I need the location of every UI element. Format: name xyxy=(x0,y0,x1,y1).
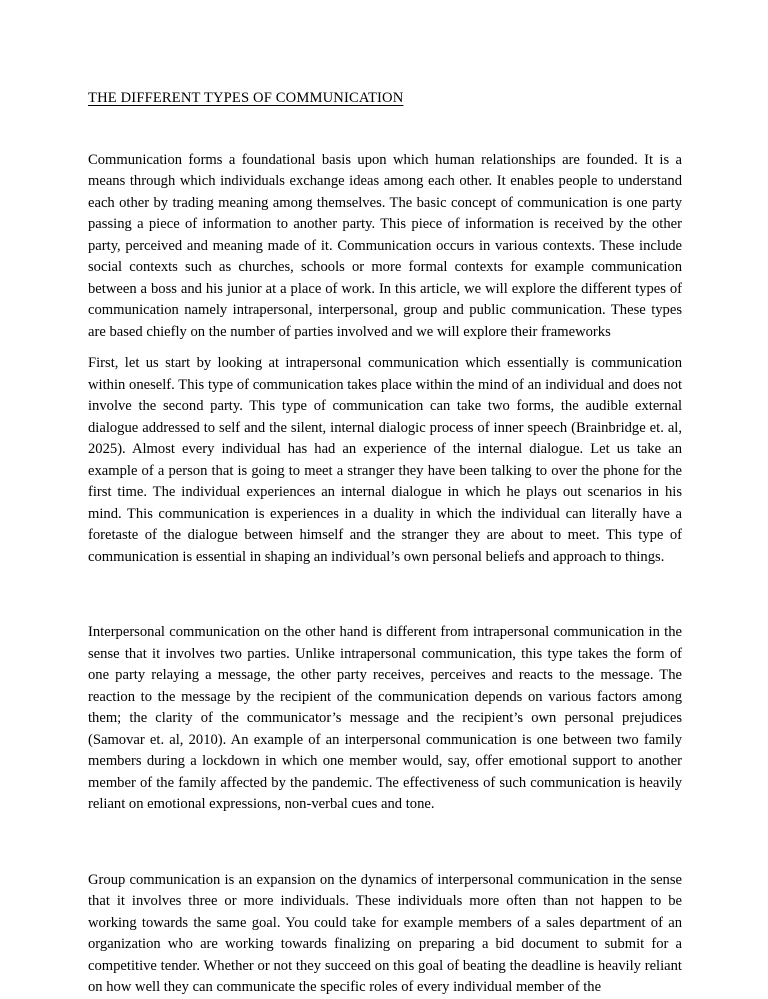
paragraph-interpersonal: Interpersonal communication on the other hand is different from intrapersonal communication in the sense that it involves two parties. Unlike intrapersonal communication, this type takes the form of one party relaying a message, the other party receives, perceives and reacts to the message. The reaction to the message by the recipient of the communication depends on various factors among them; the clarity of the communicator’s message and the recipient’s own personal prejudices (Samovar et. al, 2010). An example of an interpersonal communication is one between two family members during a lockdown in which one member would, say, offer emotional support to another member of the family affected by the pandemic. The effectiveness of such communication is heavily reliant on emotional expressions, non-verbal cues and tone. xyxy=(88,624,682,812)
paragraph-intro: Communication forms a foundational basis upon which human relationships are founded. It is a means through which individuals exchange ideas among each other. It enables people to understand each other by trading meaning among themselves. The basic concept of communication is one party passing a piece of information to another party. This piece of information is received by the other party, perceived and meaning made of it. Communication occurs in various contexts. These include social contexts such as churches, schools or more formal contexts for example communication between a boss and his junior at a place of work. In this article, we will explore the different types of communication namely intrapersonal, interpersonal, group and public communication. These types are based chiefly on the number of parties involved and we will explore their frameworks xyxy=(88,151,682,340)
page-title: THE DIFFERENT TYPES OF COMMUNICATION xyxy=(88,90,404,106)
document-body xyxy=(88,88,682,999)
title-spacer xyxy=(88,110,682,150)
paragraph-intrapersonal: First, let us start by looking at intrapersonal communication which essentially is communication within oneself. This type of communication takes place within the mind of an individual and does not involve the second party. This type of communication can take two forms, the audible external dialogue addressed to self and the silent, internal dialogic process of inner speech (Brainbridge et. al, 2025). Almost every individual has had an experience of the internal dialogue. Let us take an example of a person that is going to meet a stranger they have been talking to over the phone for the first time. The individual experiences an internal dialogue in which he plays out scenarios in his mind. This communication is experiences in a duality in which the individual can literally have a foretaste of the dialogue between himself and the stranger they are about to meet. This type of communication is essential in shaping an individual’s own personal beliefs and approach to things. xyxy=(88,355,682,565)
paragraph-group: Group communication is an expansion on the dynamics of interpersonal communication in the sense that it involves three or more individuals. These individuals more often than not happen to be working towards the same goal. You could take for example members of a sales department of an organization who are working towards finalizing on preparing a bid document to submit for a competitive tender. Whether or not they succeed on this goal of beating the deadline is heavily reliant on how well they can communicate the specific roles of every individual member of the xyxy=(88,871,682,995)
